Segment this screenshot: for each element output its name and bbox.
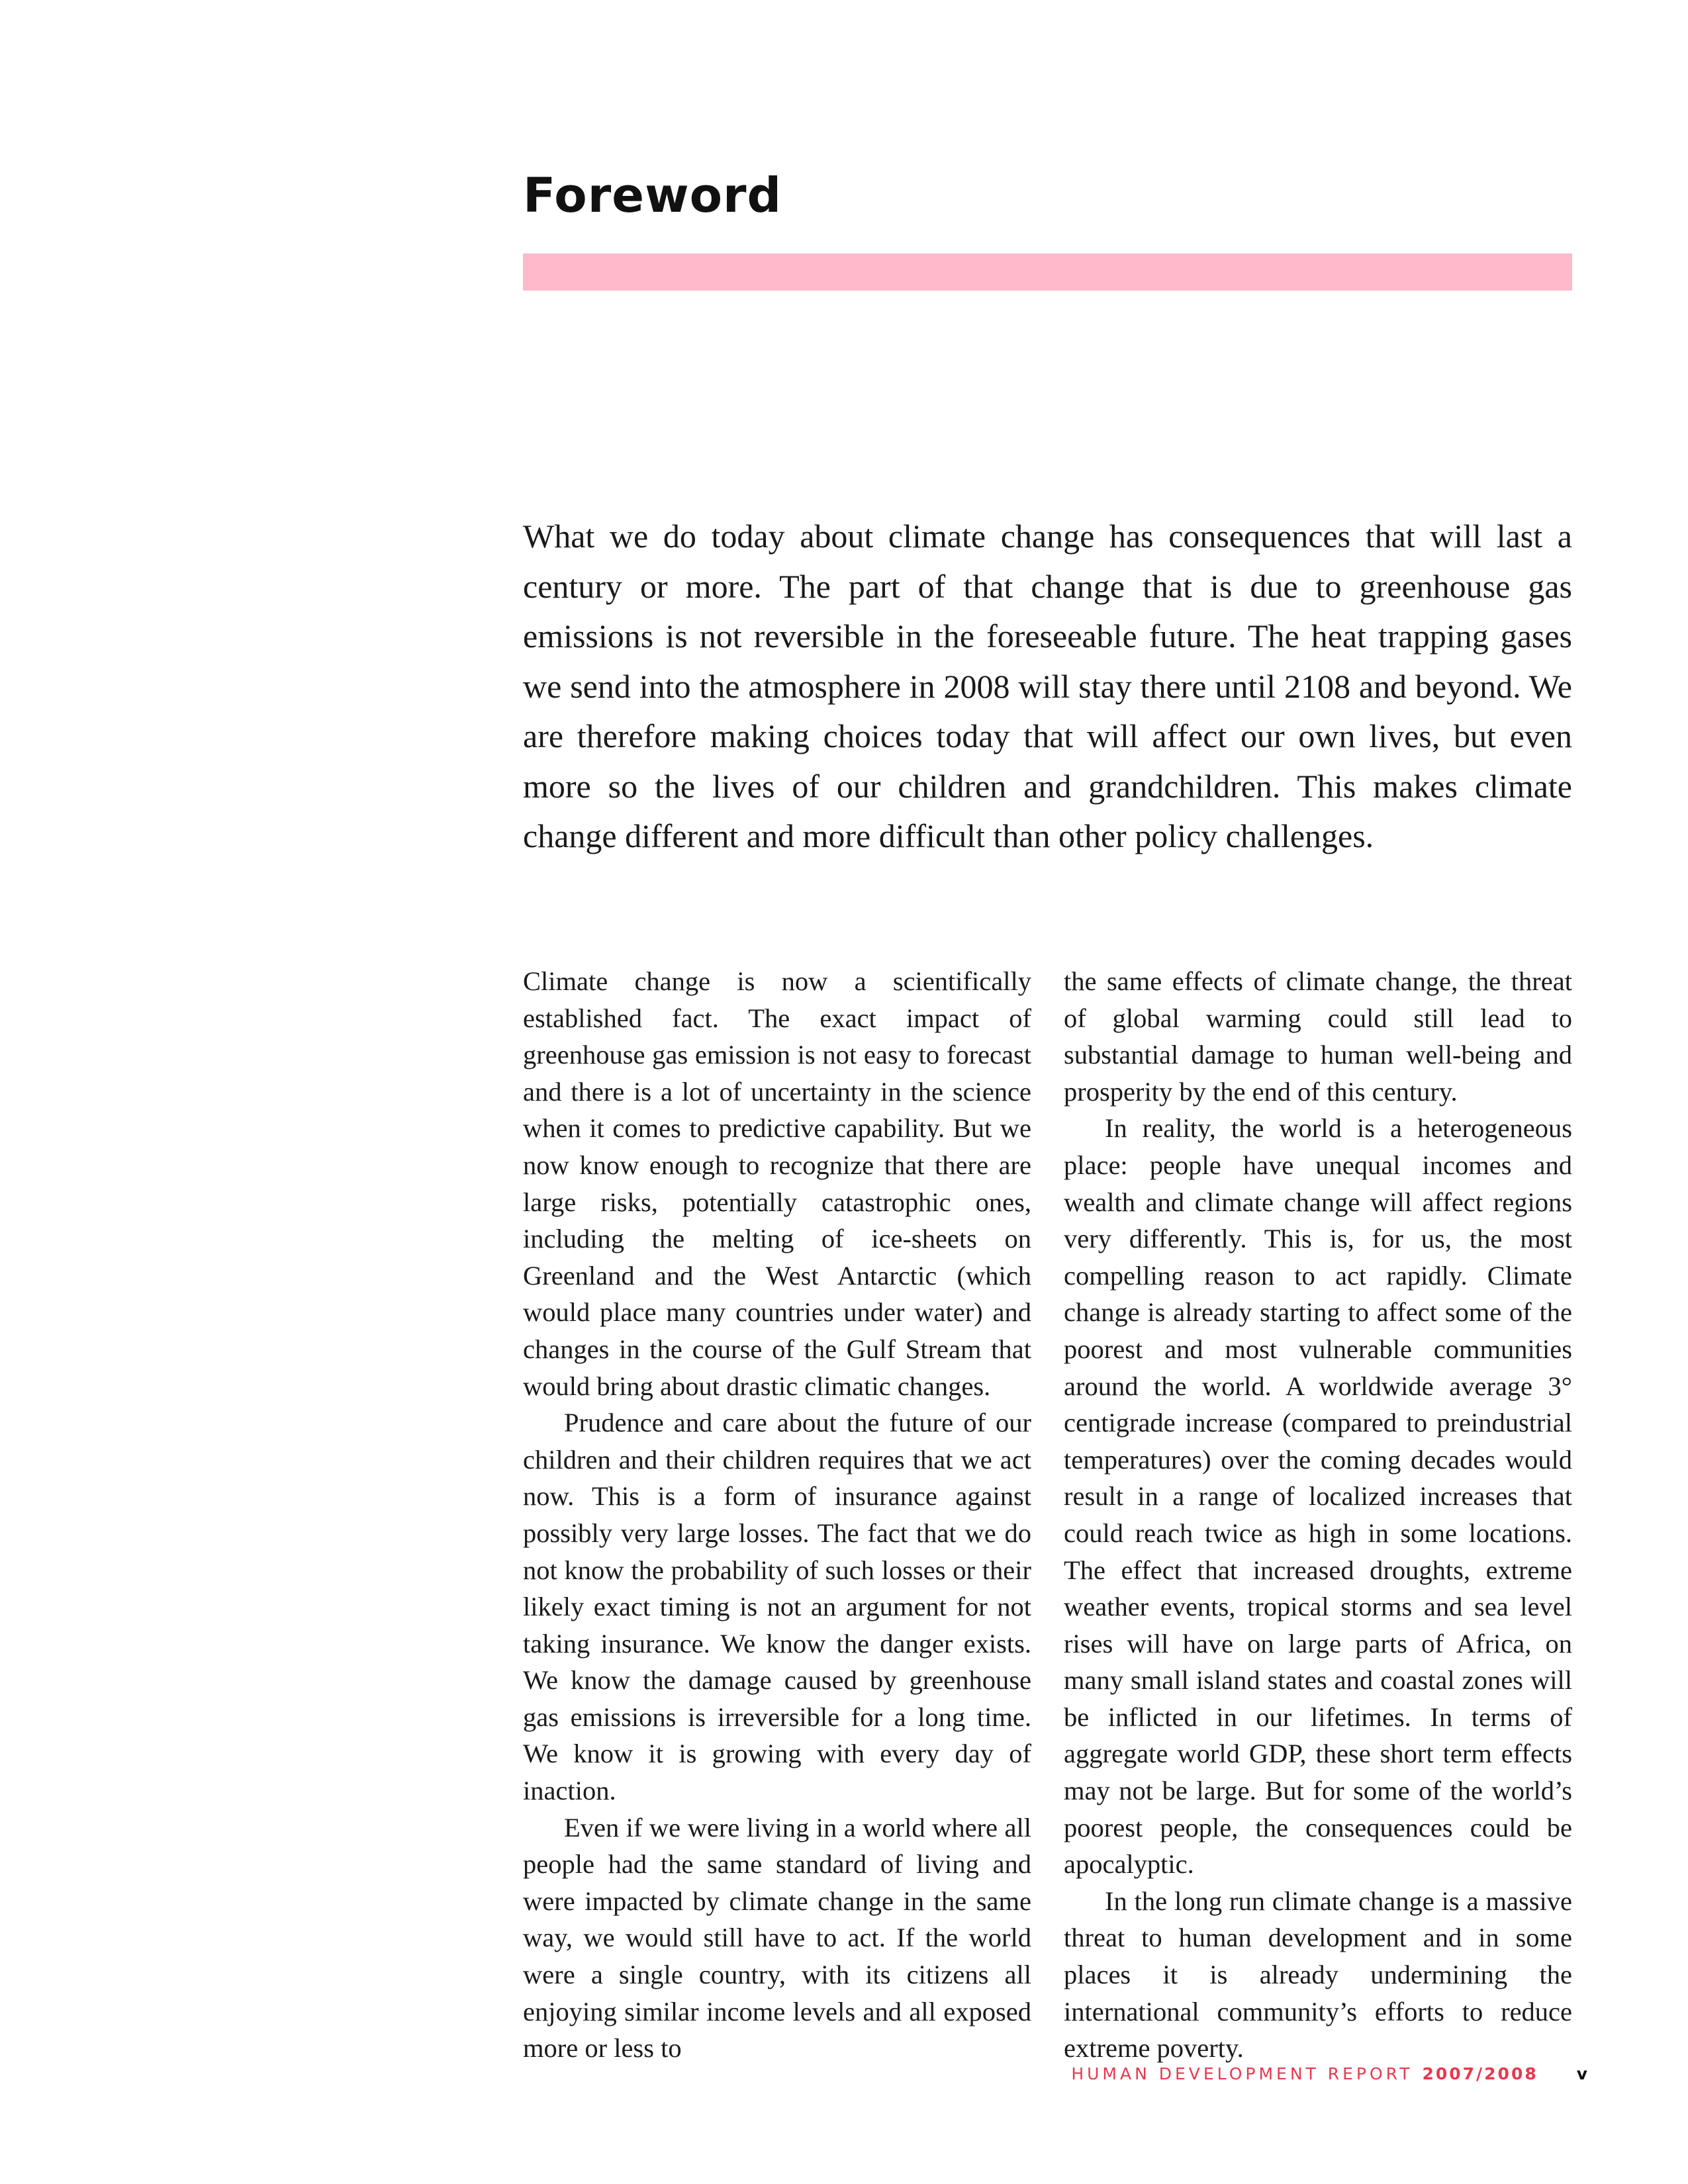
page-footer bbox=[1071, 2064, 1587, 2085]
page-title: Foreword bbox=[523, 167, 782, 223]
footer-report-year: 2007/2008 bbox=[1422, 2064, 1538, 2083]
body-paragraph: Climate change is now a scientifically established fact. The exact impact of greenhouse gas emission is not easy to forecast and there is a lot of uncertainty in the science when it comes to predictive capability. But we now know enough to recognize that there are large risks, potentially catastrophic ones, including the melting of ice-sheets on Greenland and the West Antarctic (which would place many countries under water) and changes in the course of the Gulf Stream that would bring about drastic climatic changes. bbox=[523, 966, 1031, 1401]
page-number: v bbox=[1576, 2064, 1587, 2083]
title-accent-bar bbox=[523, 253, 1572, 291]
body-paragraph: In the long run climate change is a massive threat to human development and in some places it is already undermining the international community’s efforts to reduce extreme poverty. bbox=[1064, 1886, 1572, 2064]
body-column-left bbox=[523, 963, 1031, 2067]
body-paragraph: the same effects of climate change, the threat of global warming could still lead to substantial damage to human well-being and prosperity by the end of this century. bbox=[1064, 966, 1572, 1107]
body-paragraph: In reality, the world is a heterogeneous place: people have unequal incomes and wealth and climate change will affect regions very differently. This is, for us, the most compelling reason to act rapidly. Climate change is already starting to affect some of the poorest and most vulnerable communities around the world. A worldwide average 3° centigrade increase (compared to preindustrial temperatures) over the coming decades would result in a range of localized increases that could reach twice as high in some locations. The effect that increased droughts, extreme weather events, tropical storms and sea level rises will have on large parts of Africa, on many small island states and coastal zones will be inflicted in our lifetimes. In terms of aggregate world GDP, these short term effects may not be large. But for some of the world’s poorest people, the consequences could be apocalyptic. bbox=[1064, 1113, 1572, 1880]
body-column-right bbox=[1064, 963, 1572, 2067]
body-paragraph: Even if we were living in a world where all people had the same standard of living and were impacted by climate change in the same way, we would still have to act. If the world were a single country, with its citizens all enjoying similar income levels and all exposed more or less to bbox=[523, 1812, 1031, 2064]
body-paragraph: Prudence and care about the future of our children and their children requires that we act now. This is a form of insurance against possibly very large losses. The fact that we do not know the probability of such losses or their likely exact timing is not an argument for not taking insurance. We know the danger exists. We know the damage caused by greenhouse gas emissions is irreversible for a long time. We know it is growing with every day of inaction. bbox=[523, 1408, 1031, 1806]
lead-paragraph: What we do today about climate change has consequences that will last a century or more. The part of that change that is due to greenhouse gas emissions is not reversible in the foreseeable future. The heat trapping gases we send into the atmosphere in 2008 will stay there until 2108 and beyond. We are therefore making choices today that will affect our own lives, but even more so the lives of our children and grandchildren. This makes climate change different and more difficult than other policy challenges. bbox=[523, 518, 1572, 854]
footer-report-name: HUMAN DEVELOPMENT REPORT bbox=[1071, 2064, 1413, 2083]
